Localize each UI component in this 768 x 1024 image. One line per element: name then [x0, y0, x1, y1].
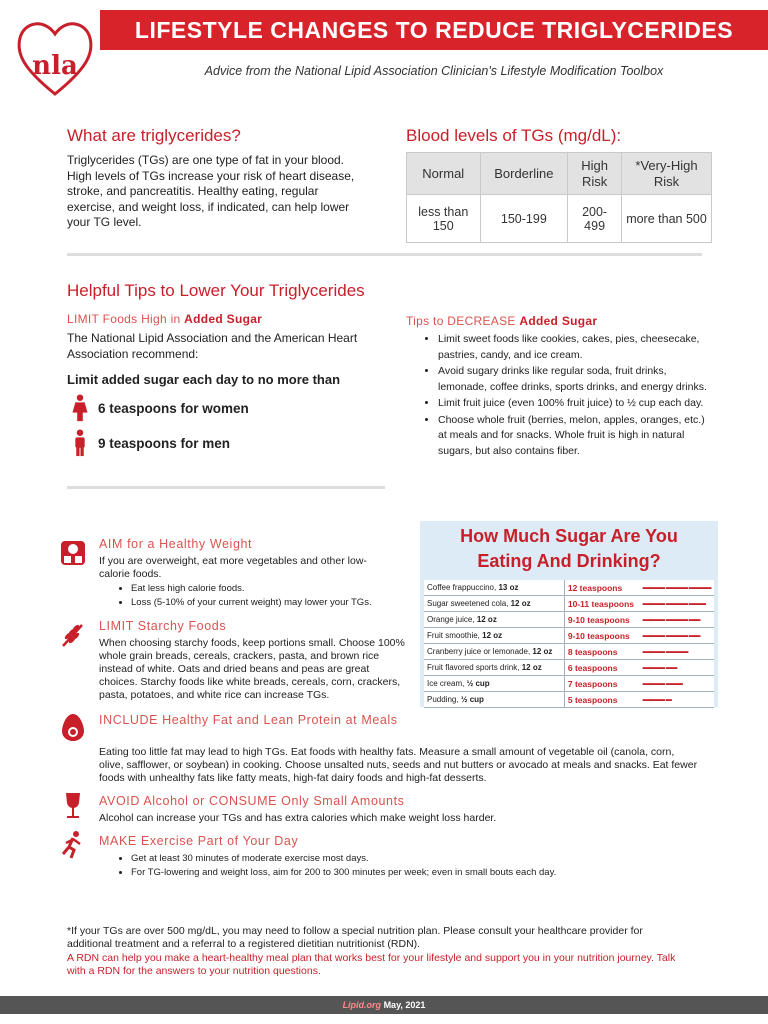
val-high-risk: 200-499 — [568, 195, 622, 243]
limit-text: The National Lipid Association and the American Heart Association recommend: — [67, 331, 358, 361]
weight-text: If you are overweight, eat more vegetables and other low-calorie foods. — [99, 555, 367, 580]
col-normal: Normal — [407, 153, 481, 195]
starch-text: When choosing starchy foods, keep portions small. Choose 100% whole grain breads, cereals, crackers, pasta, and brown rice instead of white. Oats and dried beans and peas are great choices. Starchy foods like white breads, cereals, corn, crackers, pasta, potatoes, and white rice can increase TGs. — [99, 637, 405, 701]
starch-title: LIMIT Starchy Foods — [99, 619, 227, 633]
limit-prefix: LIMIT Foods High in — [67, 312, 185, 326]
teaspoon-icon: ▬ — [694, 584, 700, 591]
teaspoon-icon: ▬ — [653, 696, 660, 703]
teaspoon-icons — [640, 628, 714, 644]
sugar-teaspoons: 12 teaspoons — [564, 580, 639, 596]
teaspoon-icon: ▬ — [659, 680, 665, 687]
decrease-item: • Limit fruit juice (even 100% fruit juice) to ½ cup each day. — [438, 396, 708, 412]
sugar-teaspoons: 9-10 teaspoons — [564, 628, 639, 644]
sugar-item-size: 12 oz — [510, 599, 531, 608]
nla-logo — [14, 14, 96, 98]
subtitle: Advice from the National Lipid Association Clinician's Lifestyle Modification Toolbox — [204, 64, 664, 78]
teaspoon-icons — [640, 644, 714, 660]
sugar-teaspoons: 6 teaspoons — [564, 660, 639, 676]
sugar-row — [424, 596, 714, 612]
teaspoon-icon: ▬ — [676, 584, 683, 591]
weight-bullet: • Loss (5-10% of your current weight) may lower your TGs. — [131, 596, 461, 610]
teaspoon-icon: ▬ — [653, 664, 660, 671]
alcohol-text: Alcohol can increase your TGs and has extra calories which make weight loss harder. — [99, 812, 497, 824]
sugar-item-size: 12 oz — [476, 615, 497, 624]
teaspoon-icons — [640, 580, 714, 596]
teaspoon-icon: ▬ — [648, 584, 654, 591]
teaspoon-icon: ▬ — [648, 632, 654, 639]
sugar-item-name: Fruit smoothie, — [427, 631, 483, 640]
sugar-item — [424, 644, 564, 660]
exercise-bullet: • Get at least 30 minutes of moderate exercise most days. — [131, 852, 731, 866]
exercise-bullet: • For TG-lowering and weight loss, aim for 200 to 300 minutes per week; even in small bouts each day. — [131, 866, 731, 880]
exercise-title: MAKE Exercise Part of Your Day — [99, 834, 299, 848]
teaspoon-icon: ▬ — [694, 616, 700, 623]
teaspoon-icon: ▬ — [676, 648, 683, 655]
teaspoon-icon: ▬ — [694, 600, 700, 607]
teaspoon-icon: ▬ — [653, 632, 660, 639]
val-normal: less than 150 — [407, 195, 481, 243]
teaspoon-icon: ▬ — [648, 600, 654, 607]
woman-icon — [70, 394, 90, 422]
teaspoon-icon: ▬ — [642, 600, 649, 607]
sugar-item — [424, 676, 564, 692]
men-label: 9 teaspoons for men — [98, 435, 231, 451]
teaspoon-icon: ▬ — [665, 600, 672, 607]
title-banner — [100, 10, 768, 50]
sugar-row — [424, 692, 714, 708]
teaspoon-icon: ▬ — [653, 680, 660, 687]
sugar-item-size: ½ cup — [466, 679, 490, 688]
teaspoon-icon: ▬ — [665, 648, 672, 655]
sugar-teaspoons: 10-11 teaspoons — [564, 596, 639, 612]
sugar-item-name: Pudding, — [427, 695, 461, 704]
logo-text: nla — [32, 51, 78, 81]
teaspoon-icon: ▬ — [671, 632, 677, 639]
teaspoon-icon: ▬ — [671, 616, 677, 623]
teaspoon-icon: ▬ — [689, 616, 695, 623]
limit-bold: Added Sugar — [184, 312, 263, 326]
sugar-item — [424, 580, 564, 596]
teaspoon-icon: ▬ — [671, 584, 677, 591]
teaspoon-icon: ▬ — [671, 664, 677, 671]
sugar-teaspoons: 5 teaspoons — [564, 692, 639, 708]
footer — [0, 996, 768, 1014]
limit-line: Limit added sugar each day to no more than — [67, 372, 341, 387]
sugar-item — [424, 612, 564, 628]
exercise-bullets — [69, 852, 731, 880]
teaspoon-icon: ▬ — [671, 600, 677, 607]
col-high-risk: High Risk — [568, 153, 622, 195]
teaspoon-icon: ▬ — [682, 648, 688, 655]
teaspoon-icon: ▬ — [665, 664, 672, 671]
footer-date: May, 2021 — [381, 1000, 426, 1010]
teaspoon-icons — [640, 660, 714, 676]
sugar-item-name: Ice cream, — [427, 679, 467, 688]
alcohol-title: AVOID Alcohol or CONSUME Only Small Amounts — [99, 794, 405, 808]
teaspoon-icon: ▬ — [671, 680, 677, 687]
teaspoon-icon: ▬ — [689, 632, 695, 639]
teaspoon-icon: ▬ — [689, 600, 695, 607]
col-borderline: Borderline — [480, 153, 568, 195]
sugar-row — [424, 628, 714, 644]
teaspoon-icon: ▬ — [700, 600, 706, 607]
decrease-item: • Limit sweet foods like cookies, cakes, pies, cheesecake, pastries, candy, and ice cream. — [438, 332, 708, 363]
divider-mid — [67, 486, 385, 489]
teaspoon-icon: ▬ — [653, 584, 660, 591]
teaspoon-icon: ▬ — [659, 664, 665, 671]
teaspoon-icon: ▬ — [665, 680, 672, 687]
teaspoon-icon: ▬ — [689, 584, 695, 591]
teaspoon-icons — [640, 596, 714, 612]
teaspoon-icon: ▬ — [659, 648, 665, 655]
teaspoon-icon: ▬ — [700, 584, 706, 591]
sugar-chart-title — [420, 521, 718, 574]
page-title: LIFESTYLE CHANGES TO REDUCE TRIGLYCERIDES — [134, 16, 734, 43]
sugar-item — [424, 628, 564, 644]
sugar-row — [424, 580, 714, 596]
teaspoon-icon: ▬ — [648, 616, 654, 623]
teaspoon-icon: ▬ — [642, 648, 649, 655]
teaspoon-icon: ▬ — [659, 696, 665, 703]
decrease-subheading — [406, 314, 597, 328]
decrease-bold: Added Sugar — [519, 314, 598, 328]
decrease-prefix: Tips to DECREASE — [406, 314, 520, 328]
footnote-text: *If your TGs are over 500 mg/dL, you may need to follow a special nutrition plan. Please consult your healthcare provider for additional treatment and a referral to a registered dietitian nutritionist (RDN). — [67, 925, 643, 950]
weight-title: AIM for a Healthy Weight — [99, 537, 253, 551]
sugar-item-size: 12 oz — [532, 647, 553, 656]
teaspoon-icon: ▬ — [682, 632, 688, 639]
tg-levels-table — [406, 152, 712, 243]
col-very-high-risk: *Very-High Risk — [622, 153, 712, 195]
men-row — [70, 429, 230, 457]
val-borderline: 150-199 — [480, 195, 568, 243]
teaspoon-icons — [640, 612, 714, 628]
sugar-teaspoons: 9-10 teaspoons — [564, 612, 639, 628]
sugar-item-size: 13 oz — [498, 583, 519, 592]
divider-top — [67, 253, 702, 256]
women-row — [70, 394, 249, 422]
sugar-item-size: ½ cup — [460, 695, 484, 704]
sugar-row — [424, 644, 714, 660]
sugar-title-line2: Eating And Drinking? — [477, 551, 661, 571]
levels-heading: Blood levels of TGs (mg/dL): — [406, 126, 622, 145]
weight-bullet: • Eat less high calorie foods. — [131, 582, 461, 596]
sugar-row — [424, 660, 714, 676]
teaspoon-icon: ▬ — [665, 616, 672, 623]
teaspoon-icon: ▬ — [648, 680, 654, 687]
teaspoon-icon: ▬ — [642, 632, 649, 639]
sugar-title-line1: How Much Sugar Are You — [460, 526, 678, 546]
what-text: Triglycerides (TGs) are one type of fat in your blood. High levels of TGs increase your risk of heart disease, stroke, and pancreatitis. Healthy eating, regular exercise, and weight loss, if indicated, can help lower your TG level. — [67, 153, 355, 229]
man-icon — [70, 429, 90, 457]
sugar-teaspoons: 8 teaspoons — [564, 644, 639, 660]
teaspoon-icon: ▬ — [653, 648, 660, 655]
sugar-row — [424, 676, 714, 692]
teaspoon-icon: ▬ — [659, 600, 665, 607]
teaspoon-icon: ▬ — [665, 696, 672, 703]
teaspoon-icon: ▬ — [648, 696, 654, 703]
wheat-icon — [58, 619, 88, 649]
teaspoon-icon: ▬ — [676, 600, 683, 607]
wine-glass-icon — [58, 790, 88, 820]
decrease-list — [406, 332, 708, 460]
sugar-item — [424, 660, 564, 676]
footer-site-link[interactable]: Lipid.org — [342, 1000, 382, 1010]
tips-heading: Helpful Tips to Lower Your Triglycerides — [67, 281, 365, 300]
teaspoon-icon: ▬ — [642, 664, 649, 671]
teaspoon-icon: ▬ — [676, 632, 683, 639]
sugar-item — [424, 692, 564, 708]
teaspoon-icon: ▬ — [665, 584, 672, 591]
teaspoon-icon: ▬ — [682, 616, 688, 623]
teaspoon-icon: ▬ — [642, 696, 649, 703]
teaspoon-icon: ▬ — [676, 680, 683, 687]
sugar-item-name: Coffee frappuccino, — [427, 583, 499, 592]
fat-text: Eating too little fat may lead to high TGs. Eat foods with healthy fats. Measure a small amount of vegetable oil (canola, corn, olive, safflower, or soybean) in cooking. Choose unsalted nuts, seeds and nut butters or avocado at meals and snacks. Eat fewer foods with unhealthy fats like fatty meats, high-fat dairy foods and high-fat desserts. — [99, 746, 698, 784]
teaspoon-icon: ▬ — [682, 600, 688, 607]
sugar-item-name: Sugar sweetened cola, — [427, 599, 511, 608]
decrease-item: • Avoid sugary drinks like regular soda, fruit drinks, lemonade, coffee drinks, sports drinks, and energy drinks. — [438, 364, 708, 395]
teaspoon-icon: ▬ — [694, 632, 700, 639]
teaspoon-icon: ▬ — [642, 680, 649, 687]
val-very-high-risk: more than 500 — [622, 195, 712, 243]
sugar-item — [424, 596, 564, 612]
sugar-row — [424, 612, 714, 628]
sugar-item-size: 12 oz — [482, 631, 503, 640]
decrease-item: • Choose whole fruit (berries, melon, apples, oranges, etc.) at meals and for snacks. Whole fruit is high in natural sugars, but also contains fiber. — [438, 413, 708, 460]
teaspoon-icon: ▬ — [676, 616, 683, 623]
fat-title: INCLUDE Healthy Fat and Lean Protein at Meals — [99, 713, 398, 727]
teaspoon-icon: ▬ — [682, 584, 688, 591]
women-label: 6 teaspoons for women — [98, 400, 249, 416]
sugar-table — [424, 580, 714, 708]
teaspoon-icon: ▬ — [659, 584, 665, 591]
teaspoon-icon: ▬ — [659, 632, 665, 639]
teaspoon-icons — [640, 692, 714, 708]
weight-bullets — [69, 582, 461, 610]
teaspoon-icon: ▬ — [665, 632, 672, 639]
sugar-item-name: Cranberry juice or lemonade, — [427, 647, 533, 656]
teaspoon-icon: ▬ — [653, 600, 660, 607]
teaspoon-icon: ▬ — [671, 648, 677, 655]
sugar-chart — [420, 521, 718, 707]
avocado-icon — [58, 712, 88, 742]
teaspoon-icon: ▬ — [653, 616, 660, 623]
teaspoon-icon: ▬ — [705, 584, 711, 591]
teaspoon-icon: ▬ — [642, 616, 649, 623]
teaspoon-icon: ▬ — [642, 584, 649, 591]
sugar-item-name: Orange juice, — [427, 615, 477, 624]
teaspoon-icon: ▬ — [648, 648, 654, 655]
footnote-rdn: A RDN can help you make a heart-healthy meal plan that works best for your lifestyle and support you in your nutrition journey. Talk with a RDN for the answers to your nutrition questions. — [67, 952, 676, 977]
sugar-teaspoons: 7 teaspoons — [564, 676, 639, 692]
sugar-item-size: 12 oz — [521, 663, 542, 672]
scale-icon — [58, 538, 88, 568]
what-heading: What are triglycerides? — [67, 126, 241, 145]
teaspoon-icon: ▬ — [659, 616, 665, 623]
sugar-item-name: Fruit flavored sports drink, — [427, 663, 522, 672]
teaspoon-icon: ▬ — [648, 664, 654, 671]
limit-sugar-subheading — [67, 312, 262, 326]
teaspoon-icons — [640, 676, 714, 692]
